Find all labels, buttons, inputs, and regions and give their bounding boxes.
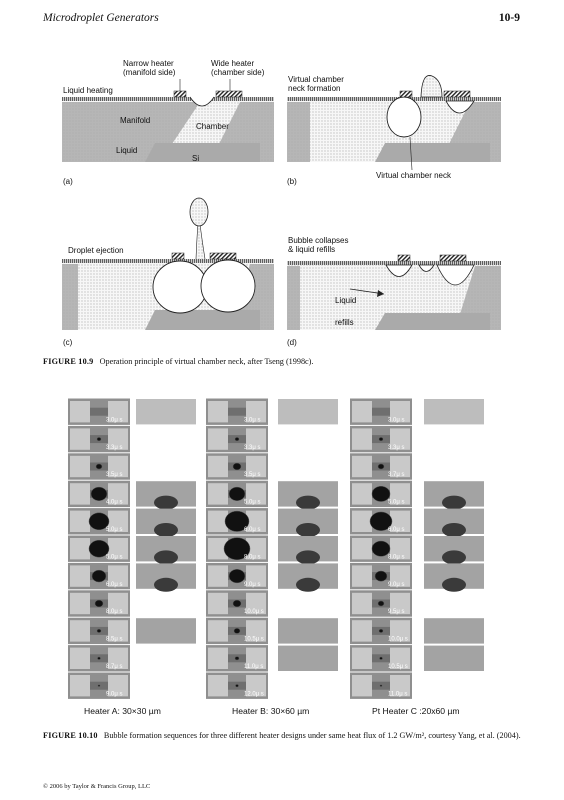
side-view-2-9: [424, 646, 484, 671]
frame-time-label: 9.0μ s: [244, 581, 261, 588]
panel-tag-d: (d): [287, 338, 297, 347]
side-view-2-0: [424, 399, 484, 424]
frame-time-label: 9.5μ s: [388, 609, 405, 616]
frame-time-label: 8.0μ s: [244, 554, 261, 561]
frame-time-label: 6.0μ s: [244, 527, 261, 533]
frame-time-label: 11.0μ s: [244, 664, 264, 670]
label-liquid-refills: & liquid refills: [288, 245, 336, 254]
caption-text-10-10: Bubble formation sequences for three different heater designs under same heat flux of 1.2 GW/m², courtesy Yang, et al. (2004).: [103, 731, 521, 740]
label-liquid-heating: Liquid heating: [63, 86, 113, 95]
label-neck-formation-2: neck formation: [288, 84, 341, 93]
frame-time-label: 5.0μ s: [106, 527, 123, 533]
frame-time-label: 3.3μ s: [106, 444, 123, 451]
frame-time-label: 12.0μ s: [244, 691, 264, 698]
figure-10-9-caption: [43, 356, 521, 368]
frame-time-label: 8.0μ s: [388, 554, 405, 561]
frame-time-label: 3.3μ s: [388, 444, 405, 451]
side-view-1-9: [278, 646, 338, 671]
frame-time-label: 8.5μ s: [106, 636, 123, 643]
page-number: 10-9: [498, 12, 520, 24]
panel-a: [62, 59, 274, 186]
panel-tag-c: (c): [63, 338, 73, 347]
label-narrow-heater: Narrow heater: [123, 59, 174, 68]
label-liquid-d: Liquid: [335, 296, 357, 305]
frame-time-label: 3.0μ s: [388, 417, 405, 424]
label-neck-formation-1: Virtual chamber: [288, 75, 344, 84]
label-virtual-chamber-neck: Virtual chamber neck: [376, 171, 451, 180]
panel-tag-b: (b): [287, 177, 297, 186]
frame-time-label: 3.5μ s: [244, 472, 261, 479]
label-wide-heater: Wide heater: [211, 59, 255, 68]
label-narrow-heater-sub: (manifold side): [123, 68, 176, 77]
frame-time-label: 4.0μ s: [106, 499, 123, 506]
frame-time-label: 9.0μ s: [388, 581, 405, 588]
label-manifold: Manifold: [120, 116, 151, 125]
frame-time-label: 3.0μ s: [244, 417, 261, 424]
running-header-title: Microdroplet Generators: [43, 12, 159, 24]
frame-time-label: 5.0μ s: [388, 499, 405, 506]
frame-time-label: 10.0μ s: [388, 636, 408, 643]
frame-time-label: 6.0μ s: [388, 527, 405, 533]
frame-time-label: 8.0μ s: [106, 609, 123, 616]
frame-time-label: 10.5μ s: [244, 636, 264, 643]
caption-text: Operation principle of virtual chamber neck, after Tseng (1998c).: [99, 357, 314, 366]
panel-d: [287, 236, 501, 347]
frame-time-label: 3.5μ s: [106, 472, 123, 479]
frame-time-label: 8.7μ s: [106, 664, 123, 670]
panel-b: [287, 75, 501, 186]
side-view-0-8: [136, 618, 196, 643]
figure-10-9-diagram: [0, 0, 564, 370]
frame-time-label: 9.0μ s: [106, 691, 123, 698]
label-wide-heater-sub: (chamber side): [211, 68, 265, 77]
figure-10-10-caption: [43, 730, 521, 742]
frame-time-label: 11.0μ s: [388, 691, 408, 698]
frame-time-label: 3.7μ s: [388, 472, 405, 479]
caption-label-10-10: FIGURE 10.10: [43, 731, 98, 740]
label-liquid: Liquid: [116, 146, 138, 155]
heater-c-label: Pt Heater C :20x60 µm: [372, 706, 460, 716]
panel-tag-a: (a): [63, 177, 73, 186]
frame-time-label: 3.3μ s: [244, 444, 261, 451]
side-view-1-0: [278, 399, 338, 424]
frame-time-label: 10.0μ s: [244, 609, 264, 616]
copyright-footer: © 2006 by Taylor & Francis Group, LLC: [43, 783, 151, 790]
label-chamber: Chamber: [196, 122, 229, 131]
frame-time-label: 10.5μ s: [388, 664, 408, 670]
frame-time-label: 3.0μ s: [106, 417, 123, 424]
frame-time-label: 5.0μ s: [106, 554, 123, 561]
side-view-0-0: [136, 399, 196, 424]
caption-label: FIGURE 10.9: [43, 357, 94, 366]
panel-c: [62, 198, 274, 347]
frame-time-label: 5.0μ s: [244, 499, 261, 506]
label-droplet-ejection: Droplet ejection: [68, 246, 124, 255]
figure-10-10-frames: [68, 398, 498, 701]
side-view-2-8: [424, 618, 484, 643]
label-si: Si: [192, 154, 200, 163]
label-refills-d: refills: [335, 318, 354, 327]
side-view-1-8: [278, 618, 338, 643]
heater-b-label: Heater B: 30×60 µm: [232, 706, 310, 716]
frame-time-label: 6.0μ s: [106, 581, 123, 588]
label-bubble-collapses: Bubble collapses: [288, 236, 349, 245]
heater-a-label: Heater A: 30×30 µm: [84, 706, 161, 716]
